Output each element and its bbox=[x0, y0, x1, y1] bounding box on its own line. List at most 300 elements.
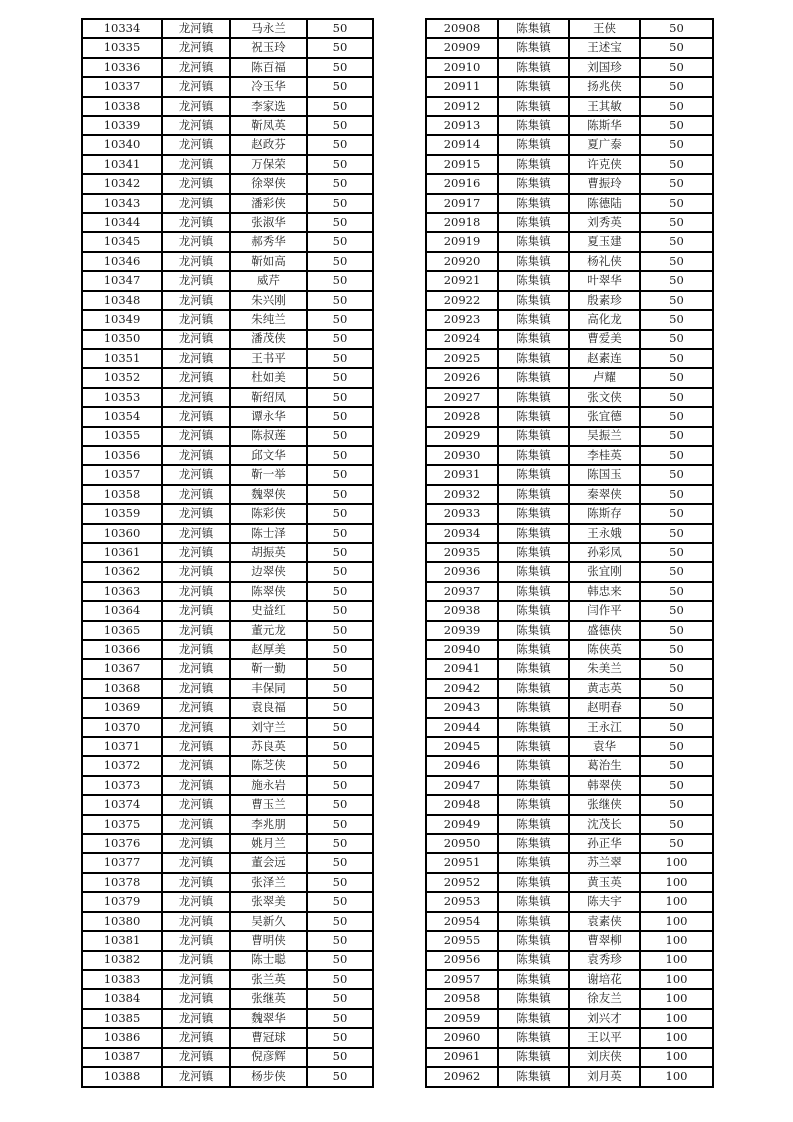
name-cell: 曹爱美 bbox=[569, 330, 640, 349]
town-cell: 陈集镇 bbox=[498, 951, 569, 970]
town-cell: 陈集镇 bbox=[498, 271, 569, 290]
town-cell: 龙河镇 bbox=[162, 756, 230, 775]
serial-cell: 20945 bbox=[426, 737, 498, 756]
table-row bbox=[426, 601, 713, 620]
table-row bbox=[82, 543, 373, 562]
town-cell: 陈集镇 bbox=[498, 776, 569, 795]
town-cell: 陈集镇 bbox=[498, 718, 569, 737]
town-cell: 陈集镇 bbox=[498, 135, 569, 154]
name-cell: 赵厚美 bbox=[230, 640, 307, 659]
name-cell: 董元龙 bbox=[230, 621, 307, 640]
serial-cell: 10369 bbox=[82, 698, 162, 717]
table-row bbox=[82, 97, 373, 116]
town-cell: 龙河镇 bbox=[162, 427, 230, 446]
name-cell: 孙正华 bbox=[569, 834, 640, 853]
table-row bbox=[426, 232, 713, 251]
table-row bbox=[426, 621, 713, 640]
table-row bbox=[82, 524, 373, 543]
name-cell: 盛德侠 bbox=[569, 621, 640, 640]
amount-cell: 100 bbox=[640, 853, 713, 872]
name-cell: 高化龙 bbox=[569, 310, 640, 329]
amount-cell: 50 bbox=[307, 58, 373, 77]
table-row bbox=[82, 562, 373, 581]
town-cell: 龙河镇 bbox=[162, 368, 230, 387]
serial-cell: 20957 bbox=[426, 970, 498, 989]
amount-cell: 50 bbox=[640, 310, 713, 329]
name-cell: 靳如高 bbox=[230, 252, 307, 271]
town-cell: 陈集镇 bbox=[498, 737, 569, 756]
name-cell: 杨步侠 bbox=[230, 1067, 307, 1087]
name-cell: 李家选 bbox=[230, 97, 307, 116]
town-cell: 陈集镇 bbox=[498, 795, 569, 814]
name-cell: 徐翠侠 bbox=[230, 174, 307, 193]
serial-cell: 10370 bbox=[82, 718, 162, 737]
amount-cell: 50 bbox=[307, 621, 373, 640]
name-cell: 陈彩侠 bbox=[230, 504, 307, 523]
table-row bbox=[426, 291, 713, 310]
town-cell: 龙河镇 bbox=[162, 232, 230, 251]
amount-cell: 50 bbox=[640, 485, 713, 504]
name-cell: 马永兰 bbox=[230, 19, 307, 38]
town-cell: 龙河镇 bbox=[162, 718, 230, 737]
table-row bbox=[82, 737, 373, 756]
name-cell: 李桂英 bbox=[569, 446, 640, 465]
name-cell: 刘守兰 bbox=[230, 718, 307, 737]
name-cell: 陈百福 bbox=[230, 58, 307, 77]
amount-cell: 50 bbox=[307, 931, 373, 950]
serial-cell: 20942 bbox=[426, 679, 498, 698]
table-row bbox=[82, 1067, 373, 1087]
name-cell: 张继侠 bbox=[569, 795, 640, 814]
town-cell: 龙河镇 bbox=[162, 135, 230, 154]
table-row bbox=[82, 815, 373, 834]
amount-cell: 50 bbox=[307, 912, 373, 931]
serial-cell: 10380 bbox=[82, 912, 162, 931]
serial-cell: 10358 bbox=[82, 485, 162, 504]
serial-cell: 10371 bbox=[82, 737, 162, 756]
town-cell: 陈集镇 bbox=[498, 1048, 569, 1067]
roster-table-left bbox=[81, 18, 374, 1088]
table-row bbox=[426, 368, 713, 387]
table-row bbox=[82, 252, 373, 271]
amount-cell: 50 bbox=[640, 194, 713, 213]
amount-cell: 50 bbox=[307, 970, 373, 989]
amount-cell: 50 bbox=[640, 504, 713, 523]
town-cell: 陈集镇 bbox=[498, 388, 569, 407]
town-cell: 龙河镇 bbox=[162, 1028, 230, 1047]
table-row bbox=[426, 543, 713, 562]
town-cell: 陈集镇 bbox=[498, 1028, 569, 1047]
serial-cell: 10365 bbox=[82, 621, 162, 640]
name-cell: 朱纯兰 bbox=[230, 310, 307, 329]
town-cell: 陈集镇 bbox=[498, 834, 569, 853]
town-cell: 陈集镇 bbox=[498, 582, 569, 601]
name-cell: 谢培花 bbox=[569, 970, 640, 989]
amount-cell: 50 bbox=[307, 174, 373, 193]
amount-cell: 50 bbox=[307, 291, 373, 310]
serial-cell: 10376 bbox=[82, 834, 162, 853]
amount-cell: 50 bbox=[307, 232, 373, 251]
town-cell: 陈集镇 bbox=[498, 524, 569, 543]
town-cell: 龙河镇 bbox=[162, 543, 230, 562]
name-cell: 丰保同 bbox=[230, 679, 307, 698]
serial-cell: 10381 bbox=[82, 931, 162, 950]
town-cell: 龙河镇 bbox=[162, 834, 230, 853]
amount-cell: 100 bbox=[640, 1067, 713, 1087]
name-cell: 边翠侠 bbox=[230, 562, 307, 581]
serial-cell: 10362 bbox=[82, 562, 162, 581]
name-cell: 陈叔莲 bbox=[230, 427, 307, 446]
amount-cell: 50 bbox=[640, 718, 713, 737]
serial-cell: 20960 bbox=[426, 1028, 498, 1047]
name-cell: 陈国玉 bbox=[569, 465, 640, 484]
town-cell: 陈集镇 bbox=[498, 815, 569, 834]
amount-cell: 50 bbox=[307, 407, 373, 426]
name-cell: 袁素侠 bbox=[569, 912, 640, 931]
name-cell: 胡振英 bbox=[230, 543, 307, 562]
name-cell: 赵明春 bbox=[569, 698, 640, 717]
town-cell: 龙河镇 bbox=[162, 562, 230, 581]
table-row bbox=[426, 446, 713, 465]
serial-cell: 20926 bbox=[426, 368, 498, 387]
serial-cell: 20941 bbox=[426, 659, 498, 678]
town-cell: 陈集镇 bbox=[498, 543, 569, 562]
serial-cell: 20956 bbox=[426, 951, 498, 970]
serial-cell: 20913 bbox=[426, 116, 498, 135]
table-row bbox=[426, 737, 713, 756]
table-row bbox=[426, 330, 713, 349]
town-cell: 龙河镇 bbox=[162, 77, 230, 96]
name-cell: 万保荣 bbox=[230, 155, 307, 174]
serial-cell: 10386 bbox=[82, 1028, 162, 1047]
serial-cell: 20962 bbox=[426, 1067, 498, 1087]
serial-cell: 10383 bbox=[82, 970, 162, 989]
name-cell: 卢耀 bbox=[569, 368, 640, 387]
town-cell: 龙河镇 bbox=[162, 582, 230, 601]
amount-cell: 50 bbox=[307, 330, 373, 349]
table-row bbox=[426, 194, 713, 213]
table-row bbox=[82, 368, 373, 387]
town-cell: 龙河镇 bbox=[162, 388, 230, 407]
amount-cell: 50 bbox=[307, 38, 373, 57]
name-cell: 冷玉华 bbox=[230, 77, 307, 96]
name-cell: 韩翠侠 bbox=[569, 776, 640, 795]
serial-cell: 10379 bbox=[82, 892, 162, 911]
name-cell: 朱兴刚 bbox=[230, 291, 307, 310]
town-cell: 龙河镇 bbox=[162, 1009, 230, 1028]
serial-cell: 20917 bbox=[426, 194, 498, 213]
name-cell: 扬兆侠 bbox=[569, 77, 640, 96]
serial-cell: 20948 bbox=[426, 795, 498, 814]
roster-table-left-body bbox=[82, 19, 373, 1087]
name-cell: 杜如美 bbox=[230, 368, 307, 387]
amount-cell: 50 bbox=[640, 97, 713, 116]
name-cell: 陈翠侠 bbox=[230, 582, 307, 601]
town-cell: 陈集镇 bbox=[498, 640, 569, 659]
amount-cell: 50 bbox=[307, 19, 373, 38]
table-row bbox=[82, 310, 373, 329]
name-cell: 王永江 bbox=[569, 718, 640, 737]
amount-cell: 50 bbox=[307, 892, 373, 911]
name-cell: 孙彩凤 bbox=[569, 543, 640, 562]
serial-cell: 10372 bbox=[82, 756, 162, 775]
amount-cell: 100 bbox=[640, 892, 713, 911]
name-cell: 张宜德 bbox=[569, 407, 640, 426]
serial-cell: 20939 bbox=[426, 621, 498, 640]
table-row bbox=[82, 388, 373, 407]
amount-cell: 50 bbox=[307, 756, 373, 775]
name-cell: 刘秀英 bbox=[569, 213, 640, 232]
table-row bbox=[426, 349, 713, 368]
name-cell: 张兰英 bbox=[230, 970, 307, 989]
name-cell: 曹玉兰 bbox=[230, 795, 307, 814]
table-row bbox=[82, 834, 373, 853]
serial-cell: 10360 bbox=[82, 524, 162, 543]
serial-cell: 20922 bbox=[426, 291, 498, 310]
name-cell: 刘兴才 bbox=[569, 1009, 640, 1028]
name-cell: 王述宝 bbox=[569, 38, 640, 57]
table-row bbox=[82, 795, 373, 814]
serial-cell: 10355 bbox=[82, 427, 162, 446]
town-cell: 陈集镇 bbox=[498, 407, 569, 426]
serial-cell: 10339 bbox=[82, 116, 162, 135]
amount-cell: 50 bbox=[307, 562, 373, 581]
amount-cell: 50 bbox=[307, 834, 373, 853]
name-cell: 邱文华 bbox=[230, 446, 307, 465]
serial-cell: 10368 bbox=[82, 679, 162, 698]
amount-cell: 50 bbox=[307, 310, 373, 329]
serial-cell: 20929 bbox=[426, 427, 498, 446]
serial-cell: 10374 bbox=[82, 795, 162, 814]
table-row bbox=[82, 427, 373, 446]
town-cell: 陈集镇 bbox=[498, 38, 569, 57]
name-cell: 夏广泰 bbox=[569, 135, 640, 154]
table-row bbox=[426, 271, 713, 290]
amount-cell: 50 bbox=[640, 582, 713, 601]
name-cell: 朱美兰 bbox=[569, 659, 640, 678]
serial-cell: 20932 bbox=[426, 485, 498, 504]
name-cell: 吴新久 bbox=[230, 912, 307, 931]
serial-cell: 10367 bbox=[82, 659, 162, 678]
amount-cell: 50 bbox=[307, 135, 373, 154]
serial-cell: 20920 bbox=[426, 252, 498, 271]
table-row bbox=[82, 407, 373, 426]
town-cell: 龙河镇 bbox=[162, 271, 230, 290]
table-row bbox=[426, 310, 713, 329]
name-cell: 李兆朋 bbox=[230, 815, 307, 834]
table-row bbox=[82, 485, 373, 504]
amount-cell: 50 bbox=[307, 388, 373, 407]
serial-cell: 20923 bbox=[426, 310, 498, 329]
serial-cell: 10343 bbox=[82, 194, 162, 213]
serial-cell: 20908 bbox=[426, 19, 498, 38]
name-cell: 谭永华 bbox=[230, 407, 307, 426]
amount-cell: 50 bbox=[640, 174, 713, 193]
town-cell: 陈集镇 bbox=[498, 562, 569, 581]
serial-cell: 20944 bbox=[426, 718, 498, 737]
serial-cell: 10366 bbox=[82, 640, 162, 659]
amount-cell: 50 bbox=[640, 446, 713, 465]
serial-cell: 10364 bbox=[82, 601, 162, 620]
amount-cell: 50 bbox=[307, 368, 373, 387]
table-row bbox=[426, 465, 713, 484]
name-cell: 陈德陆 bbox=[569, 194, 640, 213]
town-cell: 龙河镇 bbox=[162, 349, 230, 368]
town-cell: 陈集镇 bbox=[498, 19, 569, 38]
table-row bbox=[82, 116, 373, 135]
amount-cell: 100 bbox=[640, 873, 713, 892]
table-row bbox=[426, 504, 713, 523]
table-row bbox=[426, 873, 713, 892]
name-cell: 威芹 bbox=[230, 271, 307, 290]
name-cell: 吴振兰 bbox=[569, 427, 640, 446]
amount-cell: 50 bbox=[640, 155, 713, 174]
serial-cell: 20914 bbox=[426, 135, 498, 154]
serial-cell: 10361 bbox=[82, 543, 162, 562]
town-cell: 龙河镇 bbox=[162, 659, 230, 678]
name-cell: 袁秀珍 bbox=[569, 951, 640, 970]
name-cell: 张文侠 bbox=[569, 388, 640, 407]
table-row bbox=[426, 19, 713, 38]
name-cell: 张翠美 bbox=[230, 892, 307, 911]
name-cell: 黄玉英 bbox=[569, 873, 640, 892]
town-cell: 龙河镇 bbox=[162, 155, 230, 174]
serial-cell: 10338 bbox=[82, 97, 162, 116]
town-cell: 陈集镇 bbox=[498, 931, 569, 950]
amount-cell: 50 bbox=[307, 97, 373, 116]
table-row bbox=[426, 77, 713, 96]
town-cell: 龙河镇 bbox=[162, 853, 230, 872]
name-cell: 张淑华 bbox=[230, 213, 307, 232]
town-cell: 陈集镇 bbox=[498, 504, 569, 523]
table-row bbox=[82, 718, 373, 737]
town-cell: 龙河镇 bbox=[162, 174, 230, 193]
name-cell: 袁华 bbox=[569, 737, 640, 756]
table-row bbox=[82, 465, 373, 484]
table-row bbox=[82, 698, 373, 717]
name-cell: 靳凤英 bbox=[230, 116, 307, 135]
name-cell: 陈夫宇 bbox=[569, 892, 640, 911]
name-cell: 陈芝侠 bbox=[230, 756, 307, 775]
serial-cell: 10382 bbox=[82, 951, 162, 970]
town-cell: 龙河镇 bbox=[162, 892, 230, 911]
serial-cell: 20921 bbox=[426, 271, 498, 290]
serial-cell: 10373 bbox=[82, 776, 162, 795]
amount-cell: 50 bbox=[640, 407, 713, 426]
town-cell: 龙河镇 bbox=[162, 97, 230, 116]
town-cell: 陈集镇 bbox=[498, 621, 569, 640]
town-cell: 龙河镇 bbox=[162, 310, 230, 329]
table-row bbox=[82, 912, 373, 931]
serial-cell: 20918 bbox=[426, 213, 498, 232]
amount-cell: 50 bbox=[640, 19, 713, 38]
amount-cell: 50 bbox=[307, 873, 373, 892]
amount-cell: 50 bbox=[640, 621, 713, 640]
amount-cell: 50 bbox=[307, 1048, 373, 1067]
amount-cell: 50 bbox=[307, 543, 373, 562]
town-cell: 陈集镇 bbox=[498, 252, 569, 271]
serial-cell: 20936 bbox=[426, 562, 498, 581]
amount-cell: 50 bbox=[640, 271, 713, 290]
town-cell: 龙河镇 bbox=[162, 1067, 230, 1087]
town-cell: 陈集镇 bbox=[498, 97, 569, 116]
table-row bbox=[82, 58, 373, 77]
table-row bbox=[426, 912, 713, 931]
serial-cell: 20946 bbox=[426, 756, 498, 775]
serial-cell: 10388 bbox=[82, 1067, 162, 1087]
serial-cell: 20940 bbox=[426, 640, 498, 659]
amount-cell: 50 bbox=[640, 640, 713, 659]
town-cell: 陈集镇 bbox=[498, 873, 569, 892]
town-cell: 龙河镇 bbox=[162, 407, 230, 426]
town-cell: 龙河镇 bbox=[162, 116, 230, 135]
table-row bbox=[82, 155, 373, 174]
serial-cell: 10353 bbox=[82, 388, 162, 407]
town-cell: 陈集镇 bbox=[498, 330, 569, 349]
name-cell: 赵政芬 bbox=[230, 135, 307, 154]
serial-cell: 10347 bbox=[82, 271, 162, 290]
amount-cell: 50 bbox=[640, 524, 713, 543]
table-row bbox=[426, 659, 713, 678]
town-cell: 龙河镇 bbox=[162, 194, 230, 213]
table-row bbox=[82, 853, 373, 872]
amount-cell: 50 bbox=[640, 659, 713, 678]
name-cell: 苏良英 bbox=[230, 737, 307, 756]
table-row bbox=[426, 562, 713, 581]
amount-cell: 50 bbox=[307, 853, 373, 872]
table-row bbox=[82, 1028, 373, 1047]
amount-cell: 50 bbox=[640, 213, 713, 232]
amount-cell: 50 bbox=[640, 601, 713, 620]
table-row bbox=[82, 640, 373, 659]
serial-cell: 10363 bbox=[82, 582, 162, 601]
name-cell: 陈侠英 bbox=[569, 640, 640, 659]
name-cell: 张继英 bbox=[230, 989, 307, 1008]
town-cell: 龙河镇 bbox=[162, 698, 230, 717]
town-cell: 陈集镇 bbox=[498, 679, 569, 698]
table-row bbox=[82, 756, 373, 775]
amount-cell: 50 bbox=[307, 659, 373, 678]
serial-cell: 10387 bbox=[82, 1048, 162, 1067]
table-row bbox=[82, 931, 373, 950]
table-row bbox=[426, 640, 713, 659]
table-row bbox=[82, 135, 373, 154]
name-cell: 靳一勤 bbox=[230, 659, 307, 678]
table-row bbox=[426, 1009, 713, 1028]
serial-cell: 20938 bbox=[426, 601, 498, 620]
table-row bbox=[82, 1009, 373, 1028]
name-cell: 曹振玲 bbox=[569, 174, 640, 193]
serial-cell: 20930 bbox=[426, 446, 498, 465]
town-cell: 龙河镇 bbox=[162, 465, 230, 484]
town-cell: 龙河镇 bbox=[162, 446, 230, 465]
amount-cell: 50 bbox=[307, 1067, 373, 1087]
amount-cell: 50 bbox=[307, 989, 373, 1008]
table-row bbox=[426, 756, 713, 775]
table-row bbox=[426, 427, 713, 446]
table-row bbox=[426, 698, 713, 717]
amount-cell: 50 bbox=[640, 834, 713, 853]
table-row bbox=[82, 989, 373, 1008]
table-row bbox=[82, 892, 373, 911]
serial-cell: 10346 bbox=[82, 252, 162, 271]
name-cell: 叶翠华 bbox=[569, 271, 640, 290]
serial-cell: 20933 bbox=[426, 504, 498, 523]
serial-cell: 20955 bbox=[426, 931, 498, 950]
town-cell: 龙河镇 bbox=[162, 291, 230, 310]
amount-cell: 50 bbox=[307, 213, 373, 232]
amount-cell: 50 bbox=[640, 330, 713, 349]
